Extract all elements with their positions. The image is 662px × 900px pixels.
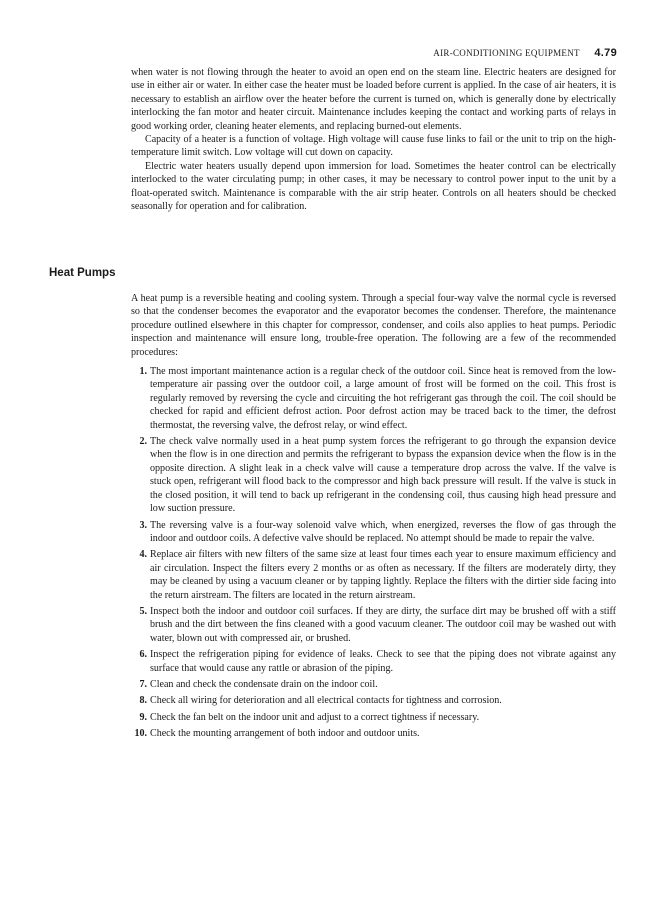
item-number: 10. <box>134 728 147 740</box>
list-item <box>131 678 616 691</box>
page-number: 4.79 <box>594 47 617 59</box>
paragraph: when water is not flowing through the heater to avoid an open end on the steam line. Electric heaters are designed for use in either air or water. In either case the heater must be loaded before current is applied. In the case of air heaters, it is necessary to establish an airflow over the heater before the current is turned on, which is generally done by electrically interlocking the fan motor and heater circuit. Maintenance includes keeping the contact and working parts of relays in good working order, cleaning heater elements, and replacing burned-out elements. <box>131 67 616 132</box>
item-text: Check the fan belt on the indoor unit and adjust to a correct tightness if necessary. <box>150 711 480 723</box>
item-number: 5. <box>139 605 147 617</box>
section-heading: Heat Pumps <box>49 267 116 279</box>
item-number: 6. <box>139 649 147 661</box>
item-text: The check valve normally used in a heat pump system forces the refrigerant to go through the expansion device when the flow is in one direction and permits the refrigerant to bypass the expansion device when the flow is in the opposite direction. A slight leak in a check valve will cause a temperature drop across the valve. If the valve is stuck open, refrigerant will flood back to the compressor and high back pressure will result. If the valve is stuck in the closed position, it will tend to back up refrigerant in the condensing coil, thus causing high head pressure and low suction pressure. <box>150 436 616 515</box>
intro-text <box>131 66 616 213</box>
section-title: AIR-CONDITIONING EQUIPMENT <box>433 48 580 58</box>
item-text: Clean and check the condensate drain on the indoor coil. <box>150 678 378 690</box>
item-text: Inspect the refrigeration piping for evidence of leaks. Check to see that the piping does not vibrate against any surface that would cause any rattle or abrasion of the piping. <box>150 649 616 674</box>
list-item <box>131 727 616 740</box>
paragraph: Capacity of a heater is a function of voltage. High voltage will cause fuse links to fail or the unit to trip on the high-temperature limit switch. Low voltage will cut down on capacity. <box>131 134 616 159</box>
list-item <box>131 365 616 432</box>
item-number: 1. <box>139 366 147 378</box>
item-text: Check all wiring for deterioration and all electrical contacts for tightness and corrosion. <box>150 695 502 707</box>
list-item <box>131 548 616 602</box>
item-number: 4. <box>139 549 147 561</box>
list-item <box>131 605 616 645</box>
item-text: The reversing valve is a four-way solenoid valve which, when energized, reverses the flow of gas through the indoor and outdoor coils. A defective valve should be replaced. No attempt should be made to repair the valve. <box>150 519 616 544</box>
item-text: Replace air filters with new filters of the same size at least four times each year to ensure maximum efficiency and air circulation. Inspect the filters every 2 months or as often as necessary. If the filters are moderately dirty, they may be cleaned by using a vacuum cleaner or by tapping lightly. Replace the filters with the dirtier side facing into the return airstream. The filters are located in the return airstream. <box>150 549 616 601</box>
item-text: The most important maintenance action is a regular check of the outdoor coil. Since heat is removed from the low-temperature air passing over the outdoor coil, a large amount of frost will be formed on the coil. This frost is regularly removed by reversing the cycle and circuiting the hot refrigerant gas through the coil. The coil should be checked for rapid and efficient defrost action. Poor defrost action may be traced back to the timer, the defrost thermostat, the reversing valve, the defrost relay, or wind effect. <box>150 366 616 431</box>
item-number: 2. <box>139 436 147 448</box>
item-number: 7. <box>139 678 147 690</box>
list-item <box>131 694 616 707</box>
running-head <box>433 47 617 59</box>
procedure-list <box>131 365 616 741</box>
paragraph: A heat pump is a reversible heating and cooling system. Through a special four-way valve the normal cycle is reversed so that the condenser becomes the evaporator and the evaporator becomes the condenser. Therefore, the maintenance procedure outlined elsewhere in this chapter for compressor, condenser, and coils also applies to heat pumps. Periodic inspection and maintenance will ensure long, trouble-free operation. The following are a few of the recommended procedures: <box>131 293 616 358</box>
item-number: 8. <box>139 695 147 707</box>
list-item <box>131 519 616 546</box>
paragraph: Electric water heaters usually depend upon immersion for load. Sometimes the heater control can be electrically interlocked to the water circulating pump; in other cases, it may be necessary to control power input to the unit by a float-operated switch. Maintenance is comparable with the air strip heater. Controls on all heaters should be checked seasonally for operation and for calibration. <box>131 160 616 213</box>
item-number: 9. <box>139 711 147 723</box>
list-item <box>131 711 616 724</box>
list-item <box>131 648 616 675</box>
list-item <box>131 435 616 515</box>
item-text: Check the mounting arrangement of both indoor and outdoor units. <box>150 728 420 740</box>
item-number: 3. <box>139 519 147 531</box>
heat-pumps-section <box>131 292 616 744</box>
item-text: Inspect both the indoor and outdoor coil surfaces. If they are dirty, the surface dirt may be brushed off with a stiff brush and the dirt between the fins cleaned with a good vacuum cleaner. The outdoor coil may be washed out with water, blown out with compressed air, or brushed. <box>150 605 616 644</box>
